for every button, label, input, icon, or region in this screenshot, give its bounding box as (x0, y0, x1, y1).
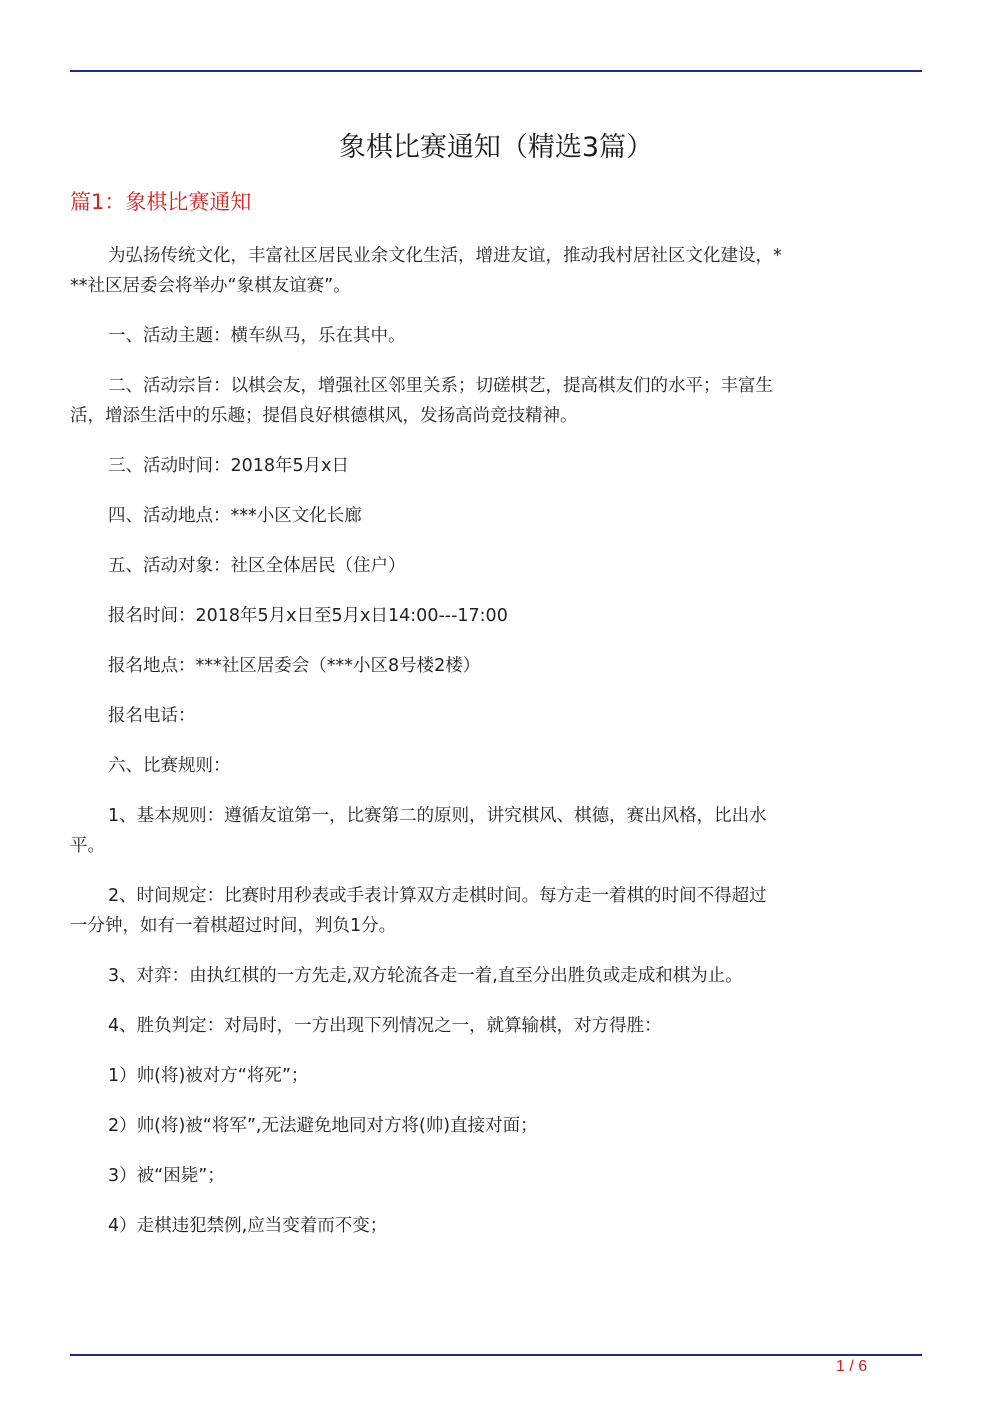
paragraph-rule-basic: 1、基本规则：遵循友谊第一，比赛第二的原则，讲究棋风、棋德，赛出风格，比出水平。 (70, 806, 767, 856)
paragraph-purpose: 二、活动宗旨：以棋会友，增强社区邻里关系；切磋棋艺，提高棋友们的水平；丰富生活，增添生活中的乐趣；提倡良好棋德棋风，发扬高尚竞技精神。 (70, 376, 773, 426)
document-title: 象棋比赛通知（精选3篇） (338, 132, 654, 163)
paragraph-outcome-1: 1）帅(将)被对方“将死”； (108, 1066, 309, 1086)
paragraph-rules-heading: 六、比赛规则： (108, 756, 231, 776)
paragraph-registration-time: 报名时间：2018年5月x日至5月x日14:00---17:00 (108, 606, 508, 626)
section-heading: 篇1：象棋比赛通知 (70, 190, 252, 214)
paragraph-registration-location: 报名地点：***社区居委会（***小区8号楼2楼） (108, 656, 481, 676)
paragraph-location: 四、活动地点：***小区文化长廊 (108, 506, 362, 526)
page-number: 1 / 6 (836, 1358, 868, 1375)
paragraph-outcome-4: 4）走棋违犯禁例,应当变着而不变； (108, 1216, 388, 1236)
paragraph-outcome-2: 2）帅(将)被“将军”,无法避免地同对方将(帅)直接对面； (108, 1116, 538, 1136)
paragraph-rule-time: 2、时间规定：比赛时用秒表或手表计算双方走棋时间。每方走一着棋的时间不得超过一分钟，如有一着棋超过时间，判负1分。 (70, 886, 767, 936)
paragraph-intro: 为弘扬传统文化，丰富社区居民业余文化生活，增进友谊，推动我村居社区文化建设，***社区居委会将举办“象棋友谊赛”。 (70, 246, 782, 296)
paragraph-rule-play: 3、对弈：由执红棋的一方先走,双方轮流各走一着,直至分出胜负或走成和棋为止。 (108, 966, 743, 986)
document-body (70, 241, 782, 1261)
paragraph-rule-outcome: 4、胜负判定：对局时，一方出现下列情况之一，就算输棋，对方得胜： (108, 1016, 662, 1036)
paragraph-theme: 一、活动主题：横车纵马，乐在其中。 (108, 326, 406, 346)
paragraph-participants: 五、活动对象：社区全体居民（住户） (108, 556, 406, 576)
footer-rule (70, 1354, 922, 1356)
paragraph-registration-phone: 报名电话： (108, 706, 196, 726)
header-rule (70, 70, 922, 72)
paragraph-time: 三、活动时间：2018年5月x日 (108, 456, 350, 476)
paragraph-outcome-3: 3）被“困毙”； (108, 1166, 225, 1186)
